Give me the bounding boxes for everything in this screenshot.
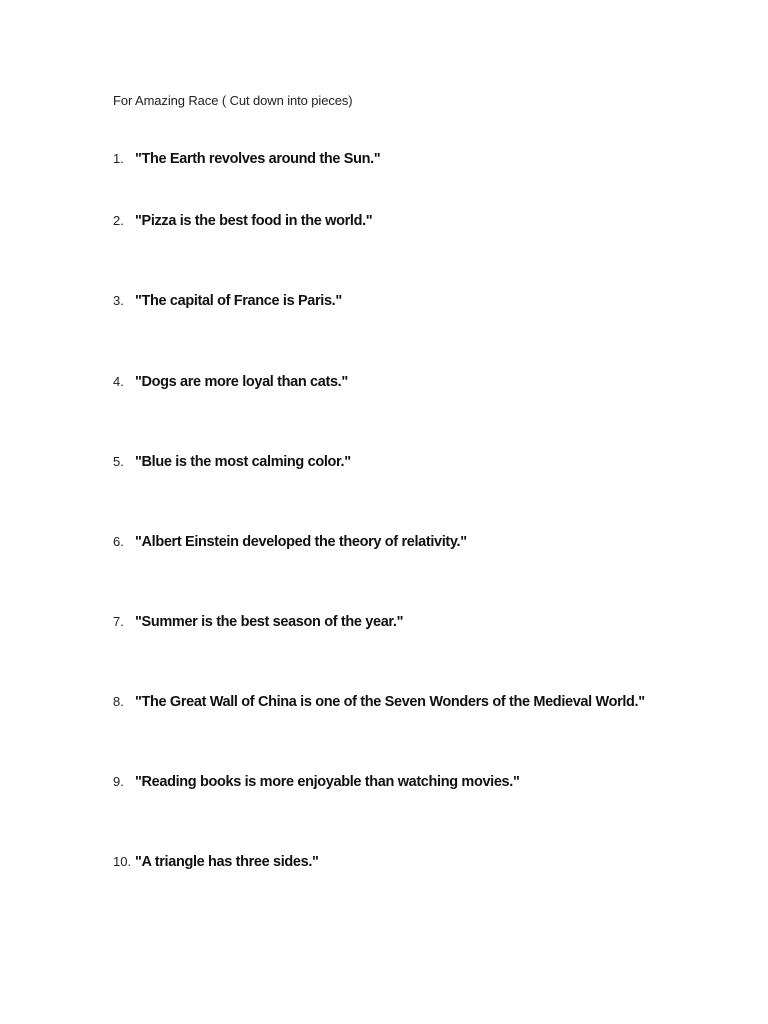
list-item	[113, 151, 380, 171]
list-item	[113, 293, 342, 313]
list-item	[113, 454, 351, 474]
item-number: 5.	[113, 454, 124, 469]
item-statement: "Reading books is more enjoyable than watching movies."	[135, 774, 520, 790]
item-statement: "Summer is the best season of the year."	[135, 614, 404, 630]
item-number: 7.	[113, 614, 124, 629]
item-number: 6.	[113, 534, 124, 549]
item-number: 3.	[113, 293, 124, 308]
item-number: 10.	[113, 854, 132, 869]
item-statement: "The Earth revolves around the Sun."	[135, 151, 381, 167]
document-heading: For Amazing Race ( Cut down into pieces)	[113, 93, 353, 108]
item-statement: "The capital of France is Paris."	[135, 293, 342, 309]
item-statement: "Dogs are more loyal than cats."	[135, 374, 348, 390]
item-number: 1.	[113, 151, 124, 166]
list-item	[113, 374, 348, 394]
list-item	[113, 213, 372, 233]
list-item	[113, 854, 319, 874]
item-number: 8.	[113, 694, 124, 709]
item-number: 9.	[113, 774, 124, 789]
list-item	[113, 694, 645, 714]
list-item	[113, 614, 403, 634]
item-statement: "Pizza is the best food in the world."	[135, 213, 373, 229]
item-statement: "Blue is the most calming color."	[135, 454, 351, 470]
item-statement: "Albert Einstein developed the theory of relativity."	[135, 534, 467, 550]
list-item	[113, 534, 467, 554]
item-number: 4.	[113, 374, 124, 389]
item-number: 2.	[113, 213, 124, 228]
item-statement: "The Great Wall of China is one of the Seven Wonders of the Medieval World."	[135, 694, 645, 710]
item-statement: "A triangle has three sides."	[135, 854, 319, 870]
list-item	[113, 774, 519, 794]
